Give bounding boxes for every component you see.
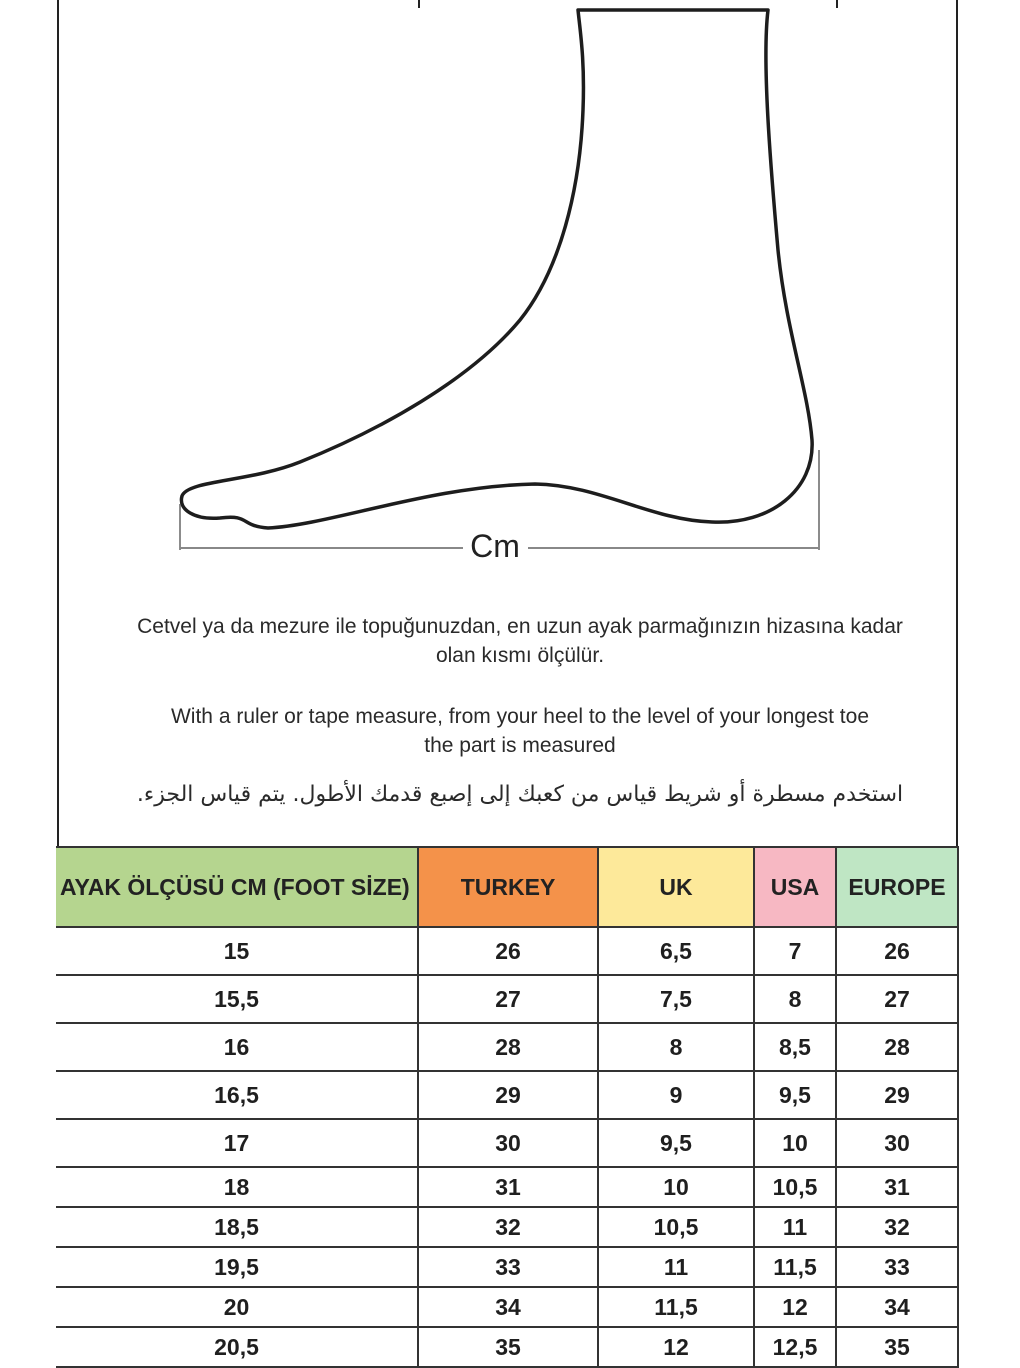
cell-turkey: 29	[418, 1071, 598, 1119]
cell-europe: 34	[836, 1287, 958, 1327]
table-row	[56, 1071, 958, 1119]
table-row	[56, 1207, 958, 1247]
cell-usa: 8,5	[754, 1023, 836, 1071]
cell-uk: 10,5	[598, 1207, 754, 1247]
cell-usa: 11	[754, 1207, 836, 1247]
cell-usa: 8	[754, 975, 836, 1023]
header-usa: USA	[754, 847, 836, 927]
cell-foot-size: 15,5	[56, 975, 418, 1023]
instruction-turkish	[110, 612, 930, 670]
cell-europe: 26	[836, 927, 958, 975]
header-turkey: TURKEY	[418, 847, 598, 927]
cell-uk: 12	[598, 1327, 754, 1367]
cell-foot-size: 15	[56, 927, 418, 975]
instruction-english-line-2: the part is measured	[424, 734, 616, 757]
instruction-english-line-1: With a ruler or tape measure, from your heel to the level of your longest toe	[170, 705, 869, 728]
cell-foot-size: 18	[56, 1167, 418, 1207]
cell-uk: 8	[598, 1023, 754, 1071]
cell-europe: 31	[836, 1167, 958, 1207]
cell-uk: 9	[598, 1071, 754, 1119]
cell-turkey: 33	[418, 1247, 598, 1287]
cell-foot-size: 16,5	[56, 1071, 418, 1119]
cell-europe: 35	[836, 1327, 958, 1367]
cell-uk: 11,5	[598, 1287, 754, 1327]
table-header-row	[56, 847, 958, 927]
cell-turkey: 26	[418, 927, 598, 975]
cell-europe: 29	[836, 1071, 958, 1119]
cell-uk: 11	[598, 1247, 754, 1287]
cell-usa: 10	[754, 1119, 836, 1167]
cell-turkey: 31	[418, 1167, 598, 1207]
cell-foot-size: 17	[56, 1119, 418, 1167]
header-foot-size: AYAK ÖLÇÜSÜ CM (FOOT SİZE)	[56, 847, 418, 927]
cell-europe: 33	[836, 1247, 958, 1287]
cell-foot-size: 16	[56, 1023, 418, 1071]
instruction-turkish-line-1: Cetvel ya da mezure ile topuğunuzdan, en uzun ayak parmağınızın hizasına kadar	[137, 615, 903, 638]
foot-outline	[181, 10, 812, 528]
table-row	[56, 1327, 958, 1367]
cell-turkey: 30	[418, 1119, 598, 1167]
cell-europe: 30	[836, 1119, 958, 1167]
cell-uk: 7,5	[598, 975, 754, 1023]
cell-usa: 12	[754, 1287, 836, 1327]
measure-label: Cm	[470, 528, 520, 564]
cell-usa: 7	[754, 927, 836, 975]
cell-turkey: 28	[418, 1023, 598, 1071]
table-row	[56, 1023, 958, 1071]
table-row	[56, 1247, 958, 1287]
cell-foot-size: 20,5	[56, 1327, 418, 1367]
table-row	[56, 1167, 958, 1207]
table-row	[56, 975, 958, 1023]
header-uk: UK	[598, 847, 754, 927]
cell-foot-size: 18,5	[56, 1207, 418, 1247]
table-row	[56, 1119, 958, 1167]
cell-europe: 32	[836, 1207, 958, 1247]
size-conversion-table	[56, 846, 959, 1368]
table-row	[56, 927, 958, 975]
cell-usa: 11,5	[754, 1247, 836, 1287]
cell-turkey: 35	[418, 1327, 598, 1367]
cell-foot-size: 20	[56, 1287, 418, 1327]
cell-usa: 9,5	[754, 1071, 836, 1119]
cell-usa: 12,5	[754, 1327, 836, 1367]
foot-outline-illustration	[0, 0, 1020, 590]
cell-europe: 27	[836, 975, 958, 1023]
instruction-english	[110, 702, 930, 760]
cell-uk: 10	[598, 1167, 754, 1207]
instruction-arabic: استخدم مسطرة أو شريط قياس من كعبك إلى إصبع قدمك الأطول. يتم قياس الجزء.	[136, 782, 904, 807]
cell-turkey: 32	[418, 1207, 598, 1247]
header-europe: EUROPE	[836, 847, 958, 927]
table-row	[56, 1287, 958, 1327]
cell-foot-size: 19,5	[56, 1247, 418, 1287]
instruction-turkish-line-2: olan kısmı ölçülür.	[435, 644, 605, 667]
cell-turkey: 27	[418, 975, 598, 1023]
cell-turkey: 34	[418, 1287, 598, 1327]
cell-europe: 28	[836, 1023, 958, 1071]
cell-uk: 9,5	[598, 1119, 754, 1167]
cell-usa: 10,5	[754, 1167, 836, 1207]
cell-uk: 6,5	[598, 927, 754, 975]
